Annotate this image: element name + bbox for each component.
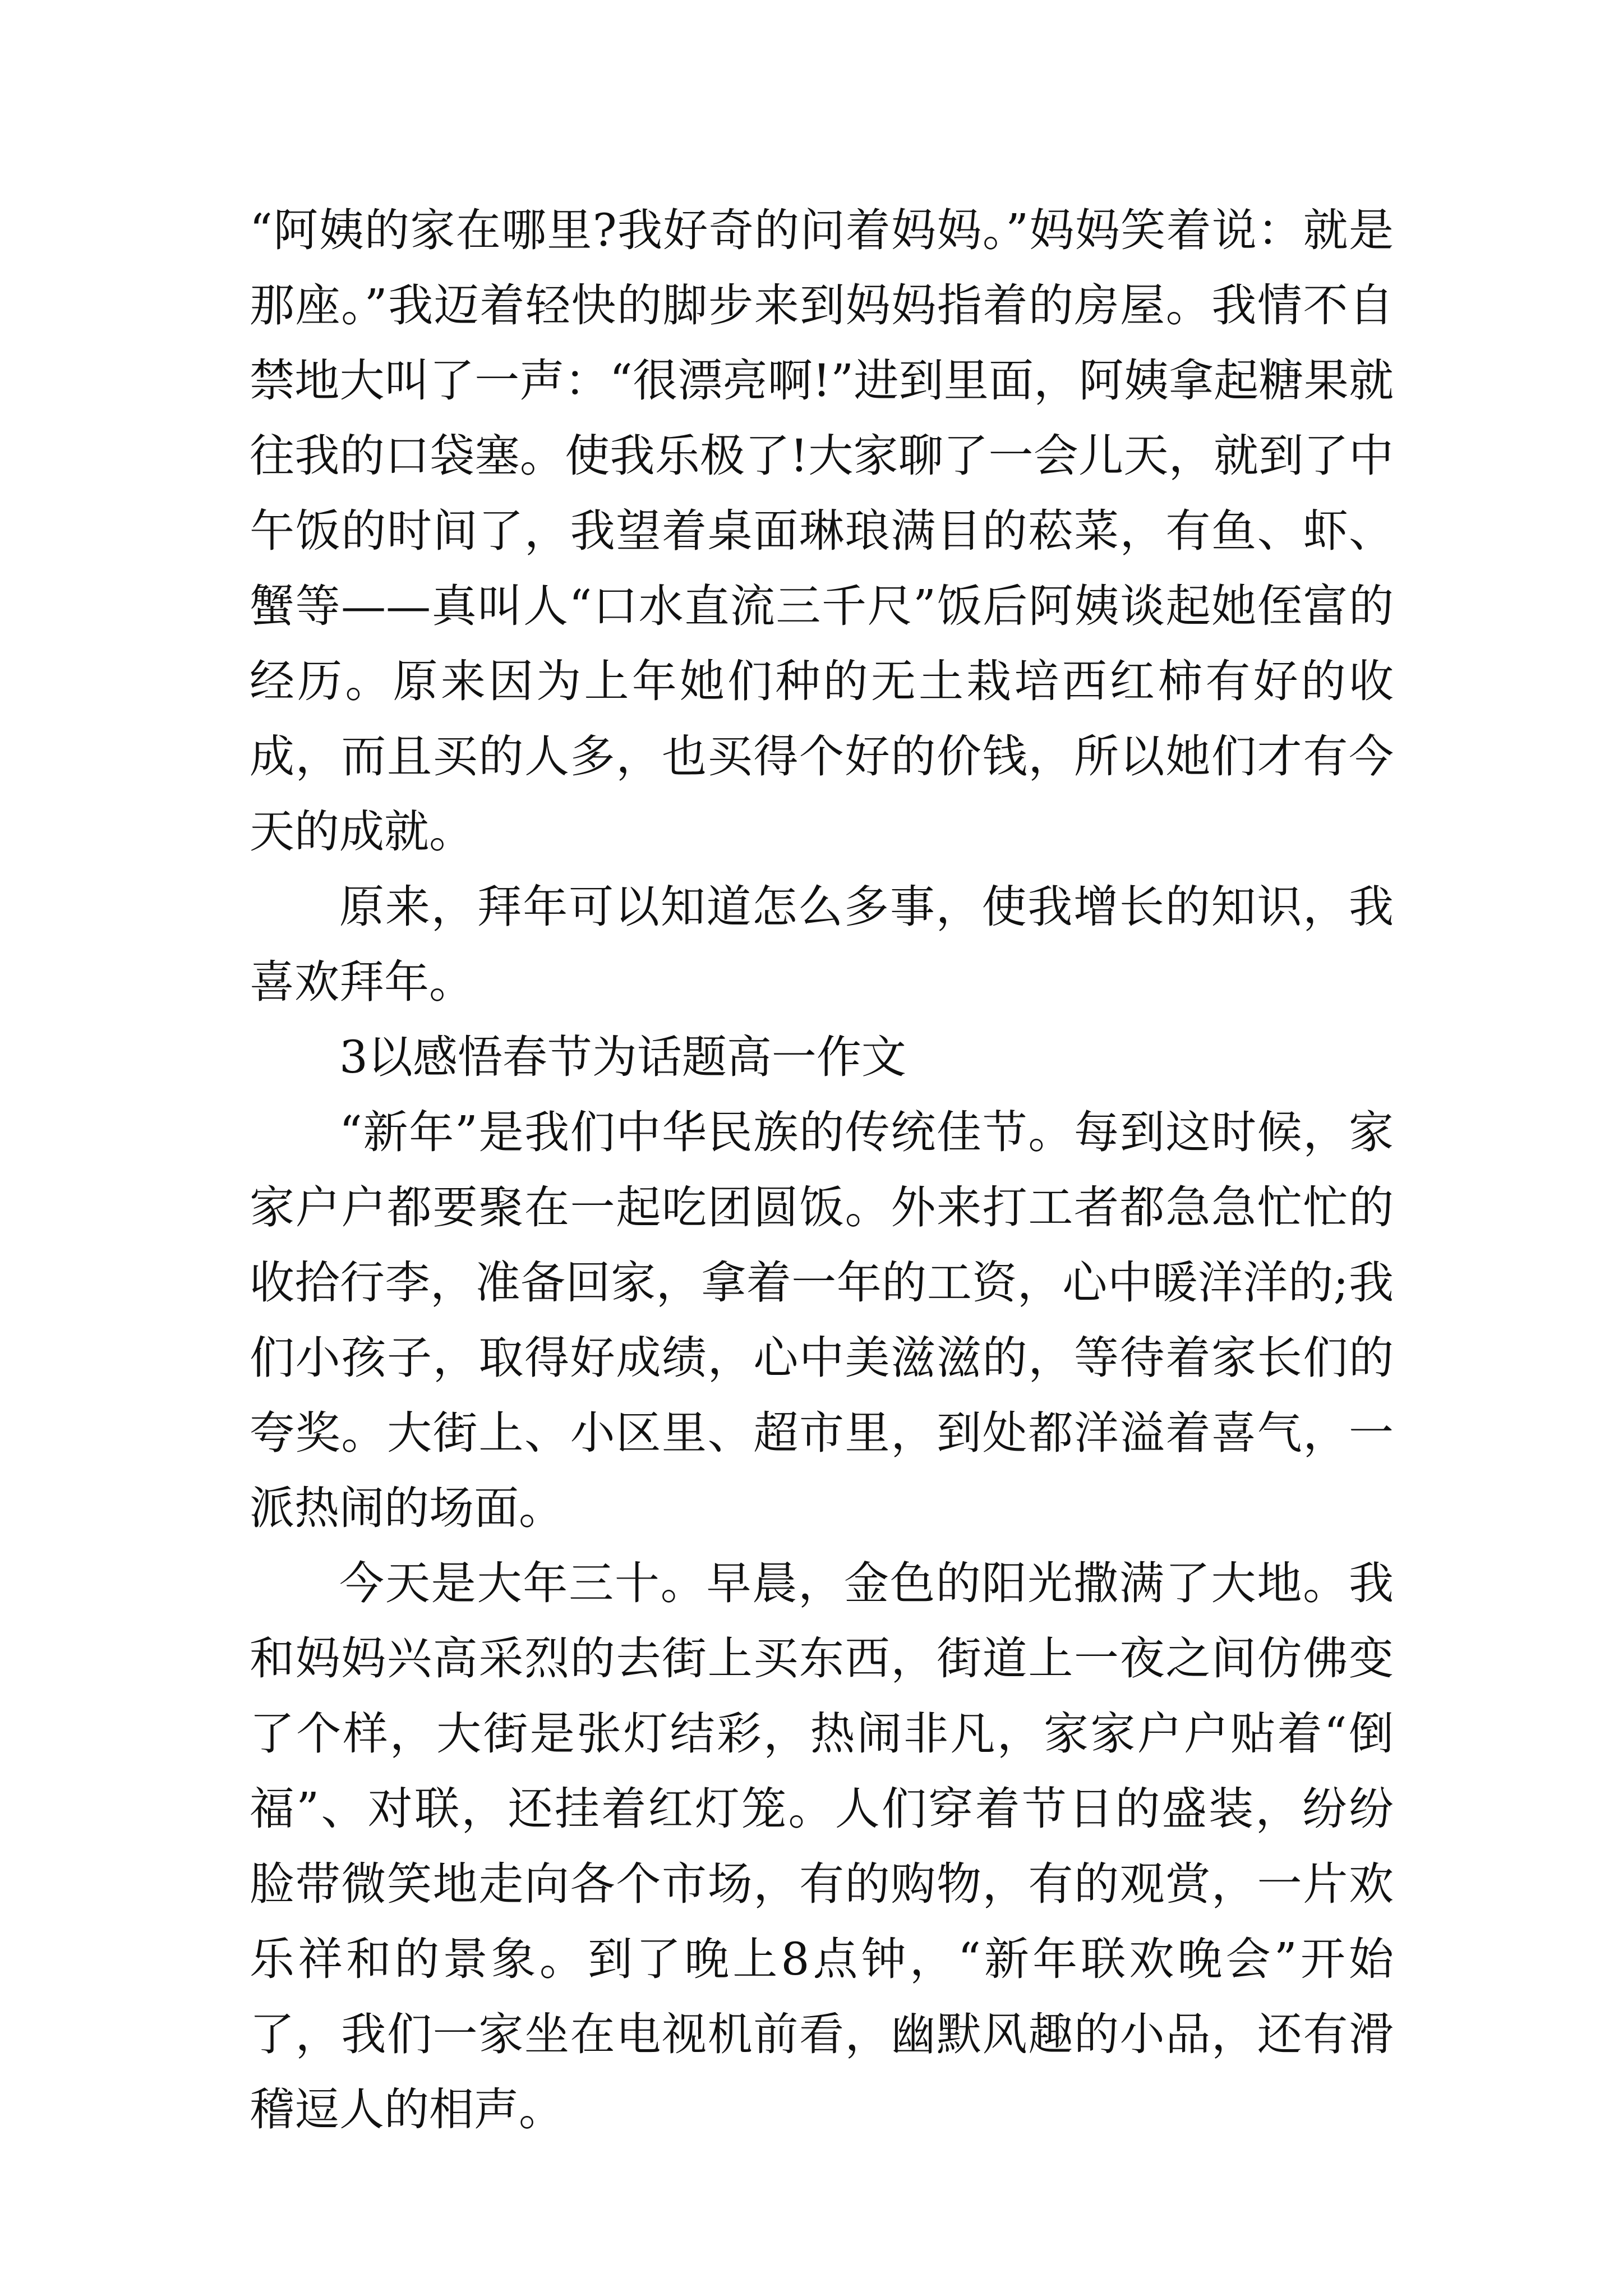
document-body xyxy=(250,193,1394,2147)
section-title: 3以感悟春节为话题高一作文 xyxy=(339,1031,906,1083)
paragraph-new-years-eve: 今天是大年三十。早晨，金色的阳光撒满了大地。我和妈妈兴高采烈的去街上买东西，街道上一夜之间仿佛变了个样，大街是张灯结彩，热闹非凡，家家户户贴着“倒福”、对联，还挂着红灯笼。人们穿着节日的盛装，纷纷脸带微笑地走向各个市场，有的购物，有的观赏，一片欢乐祥和的景象。到了晚上8点钟，“新年联欢晚会”开始了，我们一家坐在电视机前看，幽默风趣的小品，还有滑稽逗人的相声。 xyxy=(250,1557,1394,2136)
paragraph-conclusion: 原来，拜年可以知道怎么多事，使我增长的知识，我喜欢拜年。 xyxy=(250,881,1394,1008)
paragraph-new-year-intro: “新年”是我们中华民族的传统佳节。每到这时候，家家户户都要聚在一起吃团圆饭。外来打工者都急急忙忙的收拾行李，准备回家，拿着一年的工资，心中暖洋洋的;我们小孩子，取得好成绩，心中美滋滋的，等待着家长们的夸奖。大街上、小区里、超市里，到处都洋溢着喜气，一派热闹的场面。 xyxy=(250,1106,1394,1534)
paragraph-visit-aunt: “阿姨的家在哪里?我好奇的问着妈妈。”妈妈笑着说：就是那座。”我迈着轻快的脚步来到妈妈指着的房屋。我情不自禁地大叫了一声：“很漂亮啊!”进到里面，阿姨拿起糖果就往我的口袋塞。使我乐极了!大家聊了一会儿天，就到了中午饭的时间了，我望着桌面琳琅满目的菘菜，有鱼、虾、蟹等——真叫人“口水直流三千尺”饭后阿姨谈起她侄富的经历。原来因为上年她们种的无土栽培西红柿有好的收成，而且买的人多，也买得个好的价钱，所以她们才有今天的成就。 xyxy=(250,204,1394,858)
